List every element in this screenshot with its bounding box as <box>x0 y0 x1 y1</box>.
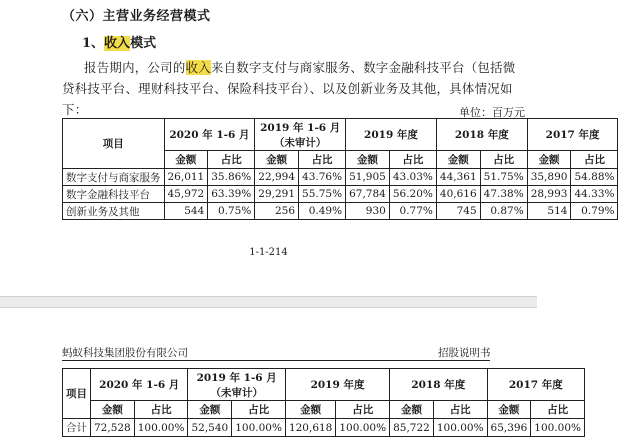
share-header: 占比 <box>531 401 585 419</box>
amount-cell: 67,784 <box>346 186 390 203</box>
share-cell: 35.86% <box>208 169 255 186</box>
share-header: 占比 <box>299 151 346 169</box>
share-header: 占比 <box>208 151 255 169</box>
amount-header: 金额 <box>91 401 135 419</box>
amount-cell: 44,361 <box>436 169 480 186</box>
amount-cell: 930 <box>346 203 390 220</box>
period-header: 2019 年度 <box>346 119 437 151</box>
header-rule <box>62 360 490 361</box>
unit-label: 单位：百万元 <box>459 106 525 119</box>
header-row <box>63 119 618 151</box>
subsection-suffix: 模式 <box>130 36 157 51</box>
amount-cell: 45,972 <box>164 186 208 203</box>
amount-header: 金额 <box>164 151 208 169</box>
period-header: 2019 年 1-6 月 （未审计） <box>188 369 285 401</box>
amount-cell: 29,291 <box>255 186 299 203</box>
amount-header: 金额 <box>390 401 434 419</box>
share-header: 占比 <box>134 401 188 419</box>
share-cell: 100.00% <box>134 419 188 437</box>
table-row <box>63 169 618 186</box>
period-header: 2018 年度 <box>390 369 487 401</box>
period-header: 2019 年 1-6 月 （未审计） <box>255 119 346 151</box>
header-row <box>63 369 585 401</box>
subsection-prefix: 1、 <box>82 36 105 51</box>
amount-cell: 65,396 <box>487 419 531 437</box>
amount-cell: 28,993 <box>527 186 571 203</box>
share-cell: 43.03% <box>389 169 436 186</box>
share-cell: 63.39% <box>208 186 255 203</box>
row-label: 数字金融科技平台 <box>63 186 165 203</box>
share-cell: 0.77% <box>389 203 436 220</box>
share-header: 占比 <box>480 151 527 169</box>
table-row <box>63 203 618 220</box>
share-header: 占比 <box>336 401 390 419</box>
share-cell: 43.76% <box>299 169 346 186</box>
subsection-highlight: 收入 <box>104 36 131 51</box>
period-header: 2020 年 1-6 月 <box>164 119 255 151</box>
period-header: 2019 年度 <box>285 369 389 401</box>
row-label: 创新业务及其他 <box>63 203 165 220</box>
subheader-row <box>63 401 585 419</box>
share-cell: 51.75% <box>480 169 527 186</box>
period-header: 2018 年度 <box>436 119 527 151</box>
share-cell: 56.20% <box>389 186 436 203</box>
document-type-header: 招股说明书 <box>438 347 491 359</box>
share-cell: 100.00% <box>336 419 390 437</box>
share-cell: 54.88% <box>571 169 618 186</box>
share-cell: 0.87% <box>480 203 527 220</box>
share-cell: 0.49% <box>299 203 346 220</box>
company-name-header: 蚂蚁科技集团股份有限公司 <box>62 347 188 359</box>
amount-cell: 544 <box>164 203 208 220</box>
period-header: 2017 年度 <box>527 119 618 151</box>
row-label: 数字支付与商家服务 <box>63 169 165 186</box>
amount-header: 金额 <box>188 401 232 419</box>
amount-cell: 35,890 <box>527 169 571 186</box>
share-header: 占比 <box>571 151 618 169</box>
amount-cell: 51,905 <box>346 169 390 186</box>
row-label: 合计 <box>63 419 91 437</box>
share-cell: 100.00% <box>531 419 585 437</box>
amount-header: 金额 <box>346 151 390 169</box>
amount-header: 金额 <box>285 401 335 419</box>
table-row <box>63 186 618 203</box>
share-cell: 100.00% <box>433 419 487 437</box>
share-cell: 47.38% <box>480 186 527 203</box>
share-header: 占比 <box>433 401 487 419</box>
item-header: 项目 <box>63 119 165 169</box>
share-cell: 0.79% <box>571 203 618 220</box>
paragraph-part2: 来自数字支付与商家服务、数字金融科技平台（包括微贷科技平台、理财科技平台、保险科技平台）、以及创新业务及其他，具体情况如下： <box>62 60 516 117</box>
share-header: 占比 <box>232 401 286 419</box>
share-cell: 0.75% <box>208 203 255 220</box>
subsection-title <box>82 32 156 51</box>
amount-header: 金额 <box>436 151 480 169</box>
revenue-total-table <box>62 368 585 437</box>
page-separator <box>0 296 537 308</box>
amount-cell: 40,616 <box>436 186 480 203</box>
paragraph-highlight: 收入 <box>185 60 211 75</box>
period-header: 2017 年度 <box>487 369 584 401</box>
paragraph-part1: 报告期内，公司的 <box>84 60 186 75</box>
amount-cell: 26,011 <box>164 169 208 186</box>
amount-cell: 85,722 <box>390 419 434 437</box>
amount-header: 金额 <box>487 401 531 419</box>
share-cell: 44.33% <box>571 186 618 203</box>
period-header: 2020 年 1-6 月 <box>91 369 188 401</box>
amount-cell: 22,994 <box>255 169 299 186</box>
amount-cell: 52,540 <box>188 419 232 437</box>
page-number: 1-1-214 <box>249 247 288 258</box>
revenue-table <box>62 118 618 220</box>
share-cell: 100.00% <box>232 419 286 437</box>
amount-cell: 256 <box>255 203 299 220</box>
table-row <box>63 419 585 437</box>
amount-header: 金额 <box>255 151 299 169</box>
body-paragraph <box>62 57 524 120</box>
share-cell: 55.75% <box>299 186 346 203</box>
section-title: （六）主营业务经营模式 <box>62 9 211 24</box>
amount-cell: 72,528 <box>91 419 135 437</box>
amount-header: 金额 <box>527 151 571 169</box>
amount-cell: 514 <box>527 203 571 220</box>
amount-cell: 745 <box>436 203 480 220</box>
share-header: 占比 <box>389 151 436 169</box>
amount-cell: 120,618 <box>285 419 335 437</box>
item-header: 项目 <box>63 369 91 419</box>
